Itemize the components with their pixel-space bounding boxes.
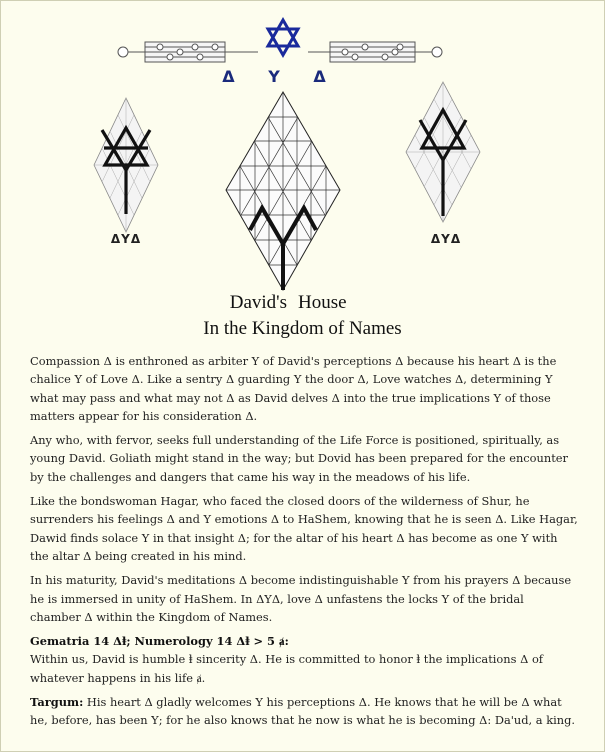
star-of-david-icon bbox=[268, 20, 298, 55]
central-diamond-icon bbox=[226, 92, 340, 290]
right-diamond-icon bbox=[406, 82, 480, 222]
targum-text: His heart Δ gladly welcomes Υ his perceptions Δ. He knows that he will be Δ what he, before, has been Υ; for he also knows that he now is what he is becoming Δ: Da'ud, a king. bbox=[30, 695, 575, 728]
paragraph-4: In his maturity, David's meditations Δ become indistinguishable Υ from his prayers Δ because he is immersed in unity of HaShem. In ΔΥΔ, love Δ unfastens the locks Υ of the bridal chamber Δ within the Kingdom of Names. bbox=[30, 573, 572, 624]
paragraph-1: Compassion Δ is enthroned as arbiter Υ of David's perceptions Δ because his heart Δ is the chalice Υ of Love Δ. Like a sentry Δ guarding Υ the door Δ, Love watches Δ, determining Υ what may pass and what may not Δ as David delves Δ into the true implications Υ of those matters appear for his consideration Δ. bbox=[30, 354, 557, 423]
chain-ornament-right-icon bbox=[308, 42, 442, 62]
paragraph-3: Like the bondswoman Hagar, who faced the closed doors of the wilderness of Shur, he surrenders his feelings Δ and Υ emotions Δ to HaShem, knowing that he is seen Δ. Like Hagar, Dawid finds solace Υ in that insight Δ; for the altar of his heart Δ has become as one Υ with the altar Δ being created in his mind. bbox=[30, 494, 578, 563]
targum-label: Targum: bbox=[30, 695, 84, 710]
paragraph-2: Any who, with fervor, seeks full understanding of the Life Force is positioned, spiritually, as young David. Goliath might stand in the way; but Dovid has been prepared for the encounter by the challenges and dangers that came his way in the meadows of his life. bbox=[30, 433, 568, 484]
left-caption: ΔΥΔ bbox=[110, 232, 142, 246]
left-diamond-icon bbox=[94, 98, 158, 232]
title-right: House bbox=[298, 292, 347, 313]
gematria-text: Within us, David is humble ⱡ sincerity Δ. He is committed to honor ⱡ the implications Δ of whatever happens in his life ⱥ. bbox=[30, 652, 544, 685]
chain-ornament-left-icon bbox=[118, 42, 258, 62]
targum-section bbox=[30, 693, 578, 730]
article-body bbox=[30, 352, 578, 736]
title-left: David's bbox=[229, 292, 287, 313]
title-line-2: In the Kingdom of Names bbox=[203, 318, 402, 339]
gematria-heading: Gematria 14 Δⱡ; Numerology 14 Δⱡ > 5 ⱥ: bbox=[30, 634, 289, 649]
top-glyphs: Δ Υ Δ bbox=[222, 67, 340, 86]
gematria-section bbox=[30, 632, 578, 687]
right-caption: ΔΥΔ bbox=[430, 232, 462, 246]
